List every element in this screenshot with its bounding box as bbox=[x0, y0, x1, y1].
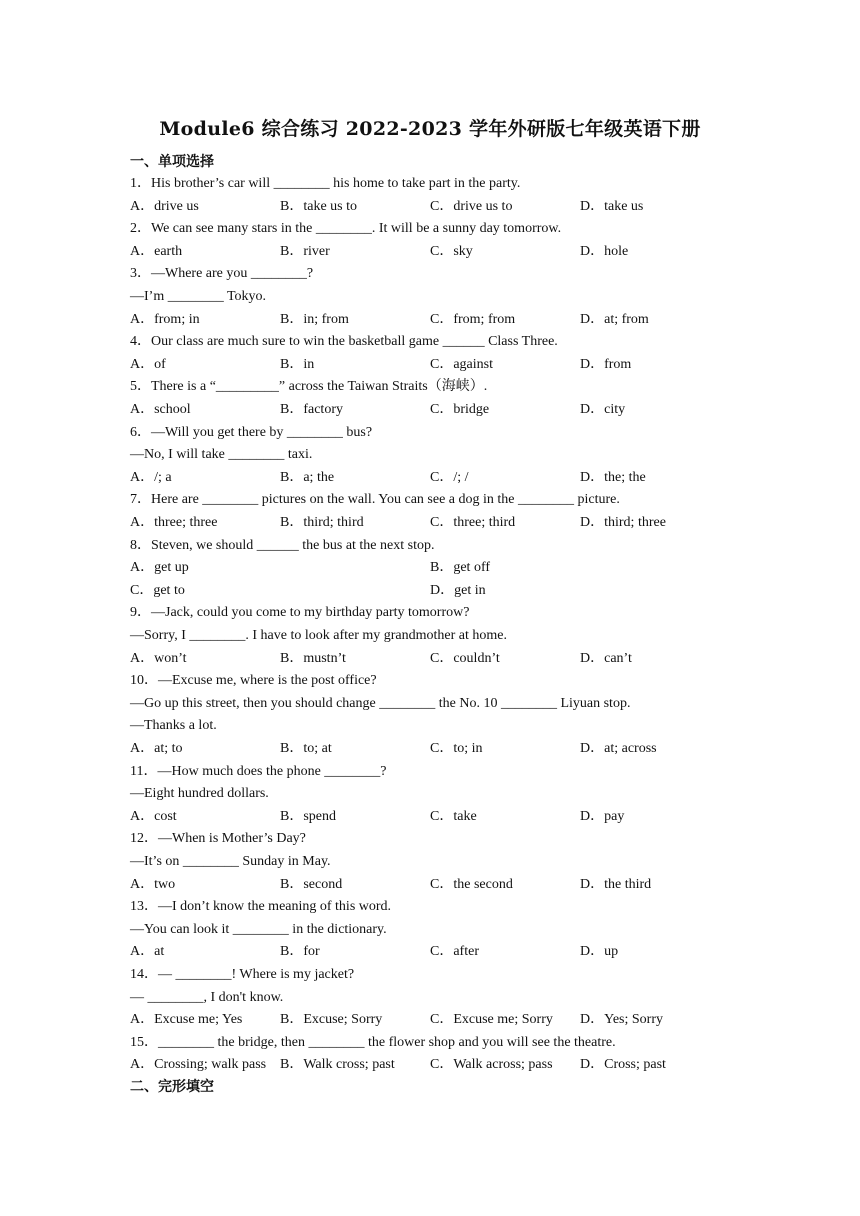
answer-option: A．of bbox=[130, 356, 166, 372]
answer-option: C．against bbox=[430, 356, 493, 372]
question-line: —Sorry, I ________. I have to look after my grandmother at home. bbox=[130, 628, 508, 643]
answer-option: C．three; third bbox=[430, 515, 516, 530]
question-line: —Go up this street, then you should change ________ the No. 10 ________ Liyuan stop. bbox=[130, 695, 631, 711]
answer-option: A．drive us bbox=[130, 198, 199, 214]
answer-option: C．bridge bbox=[430, 402, 490, 417]
document-title: Module6 综合练习 2022-2023 学年外研版七年级英语下册 bbox=[159, 118, 701, 140]
answer-option: A．won’t bbox=[130, 650, 187, 666]
answer-option: B．third; third bbox=[280, 515, 364, 530]
answer-option: D．the; the bbox=[580, 469, 646, 485]
question-line: —No, I will take ________ taxi. bbox=[130, 447, 313, 463]
answer-option: C．Excuse me; Sorry bbox=[430, 1012, 553, 1028]
answer-option: B．mustn’t bbox=[280, 650, 346, 666]
answer-option: A．three; three bbox=[130, 515, 218, 530]
question-line: 12．—When is Mother’s Day? bbox=[130, 831, 306, 847]
answer-option: C．to; in bbox=[430, 741, 483, 756]
answer-option: B．in bbox=[280, 356, 315, 372]
answer-option: A．Excuse me; Yes bbox=[130, 1012, 243, 1028]
answer-option: D．hole bbox=[580, 243, 629, 259]
answer-option: D．Cross; past bbox=[580, 1057, 666, 1073]
answer-option: D．at; from bbox=[580, 311, 649, 327]
answer-option: D．take us bbox=[580, 198, 644, 214]
answer-option: A．Crossing; walk pass bbox=[130, 1057, 267, 1073]
question-line: 5．There is a “_________” across the Taiwan Straits（海峡）. bbox=[130, 379, 488, 395]
answer-option: B．in; from bbox=[280, 311, 349, 327]
answer-option: C．get to bbox=[130, 582, 185, 598]
answer-option: B．river bbox=[280, 243, 330, 259]
answer-option: B．second bbox=[280, 876, 343, 892]
answer-option: A．at; to bbox=[130, 741, 183, 756]
answer-option: D．up bbox=[580, 944, 619, 960]
question-line: 2．We can see many stars in the ________. It will be a sunny day tomorrow. bbox=[130, 221, 562, 237]
answer-option: B．take us to bbox=[280, 198, 357, 214]
question-line: 9．—Jack, could you come to my birthday party tomorrow? bbox=[130, 605, 470, 621]
answer-option: D．from bbox=[580, 356, 632, 372]
question-line: 4．Our class are much sure to win the basketball game ______ Class Three. bbox=[130, 334, 558, 350]
answer-option: D．city bbox=[580, 402, 626, 417]
question-line: 13．—I don’t know the meaning of this word. bbox=[130, 899, 392, 915]
answer-option: C．couldn’t bbox=[430, 650, 500, 666]
question-line: 1．His brother’s car will ________ his home to take part in the party. bbox=[130, 176, 521, 191]
answer-option: B．get off bbox=[430, 560, 491, 576]
answer-option: C．/; / bbox=[430, 469, 469, 485]
question-line: 14．— ________! Where is my jacket? bbox=[130, 967, 355, 982]
question-line: 15．________ the bridge, then ________ the flower shop and you will see the theatre. bbox=[130, 1034, 616, 1050]
answer-option: D．at; across bbox=[580, 741, 657, 756]
answer-option: D．get in bbox=[430, 582, 486, 598]
question-line: 6．—Will you get there by ________ bus? bbox=[130, 424, 373, 440]
question-line: —Thanks a lot. bbox=[130, 718, 217, 734]
answer-option: B．spend bbox=[280, 808, 336, 824]
answer-option: D．the third bbox=[580, 876, 652, 892]
answer-option: B．Excuse; Sorry bbox=[280, 1012, 383, 1028]
answer-option: A．from; in bbox=[130, 311, 200, 327]
answer-option: A．get up bbox=[130, 560, 189, 576]
answer-option: B．for bbox=[280, 944, 320, 960]
question-line: —Eight hundred dollars. bbox=[130, 786, 269, 802]
answer-option: D．Yes; Sorry bbox=[580, 1012, 663, 1028]
answer-option: A．at bbox=[130, 944, 165, 960]
answer-option: C．take bbox=[430, 808, 477, 824]
question-line: 3．—Where are you ________? bbox=[130, 266, 314, 282]
question-line: —I’m ________ Tokyo. bbox=[130, 289, 267, 304]
answer-option: A．two bbox=[130, 876, 176, 892]
answer-option: A．school bbox=[130, 402, 191, 417]
answer-option: A．/; a bbox=[130, 469, 172, 485]
answer-option: D．third; three bbox=[580, 515, 666, 530]
question-line: —You can look it ________ in the dictionary. bbox=[130, 921, 387, 937]
answer-option: D．pay bbox=[580, 808, 625, 824]
answer-option: C．the second bbox=[430, 876, 513, 892]
question-line: 10．—Excuse me, where is the post office? bbox=[130, 673, 377, 689]
question-line: —It’s on ________ Sunday in May. bbox=[130, 854, 331, 869]
answer-option: C．after bbox=[430, 944, 479, 960]
question-line: 7．Here are ________ pictures on the wall. You can see a dog in the ________ picture. bbox=[130, 492, 620, 508]
answer-option: C．drive us to bbox=[430, 198, 513, 214]
question-line: 8．Steven, we should ______ the bus at the next stop. bbox=[130, 537, 435, 553]
answer-option: B．a; the bbox=[280, 469, 335, 485]
answer-option: C．Walk across; pass bbox=[430, 1057, 553, 1073]
answer-option: A．cost bbox=[130, 808, 177, 824]
answer-option: C．sky bbox=[430, 243, 473, 259]
section-heading-single-choice: 一、单项选择 bbox=[130, 154, 214, 170]
answer-option: B．Walk cross; past bbox=[280, 1057, 395, 1073]
answer-option: D．can’t bbox=[580, 650, 632, 666]
answer-option: B．to; at bbox=[280, 741, 332, 756]
answer-option: B．factory bbox=[280, 402, 343, 417]
answer-option: A．earth bbox=[130, 243, 183, 259]
answer-option: C．from; from bbox=[430, 311, 516, 327]
section-heading-cloze: 二、完形填空 bbox=[130, 1079, 214, 1095]
question-line: — ________, I don't know. bbox=[130, 989, 284, 1005]
question-line: 11．—How much does the phone ________? bbox=[130, 763, 387, 779]
